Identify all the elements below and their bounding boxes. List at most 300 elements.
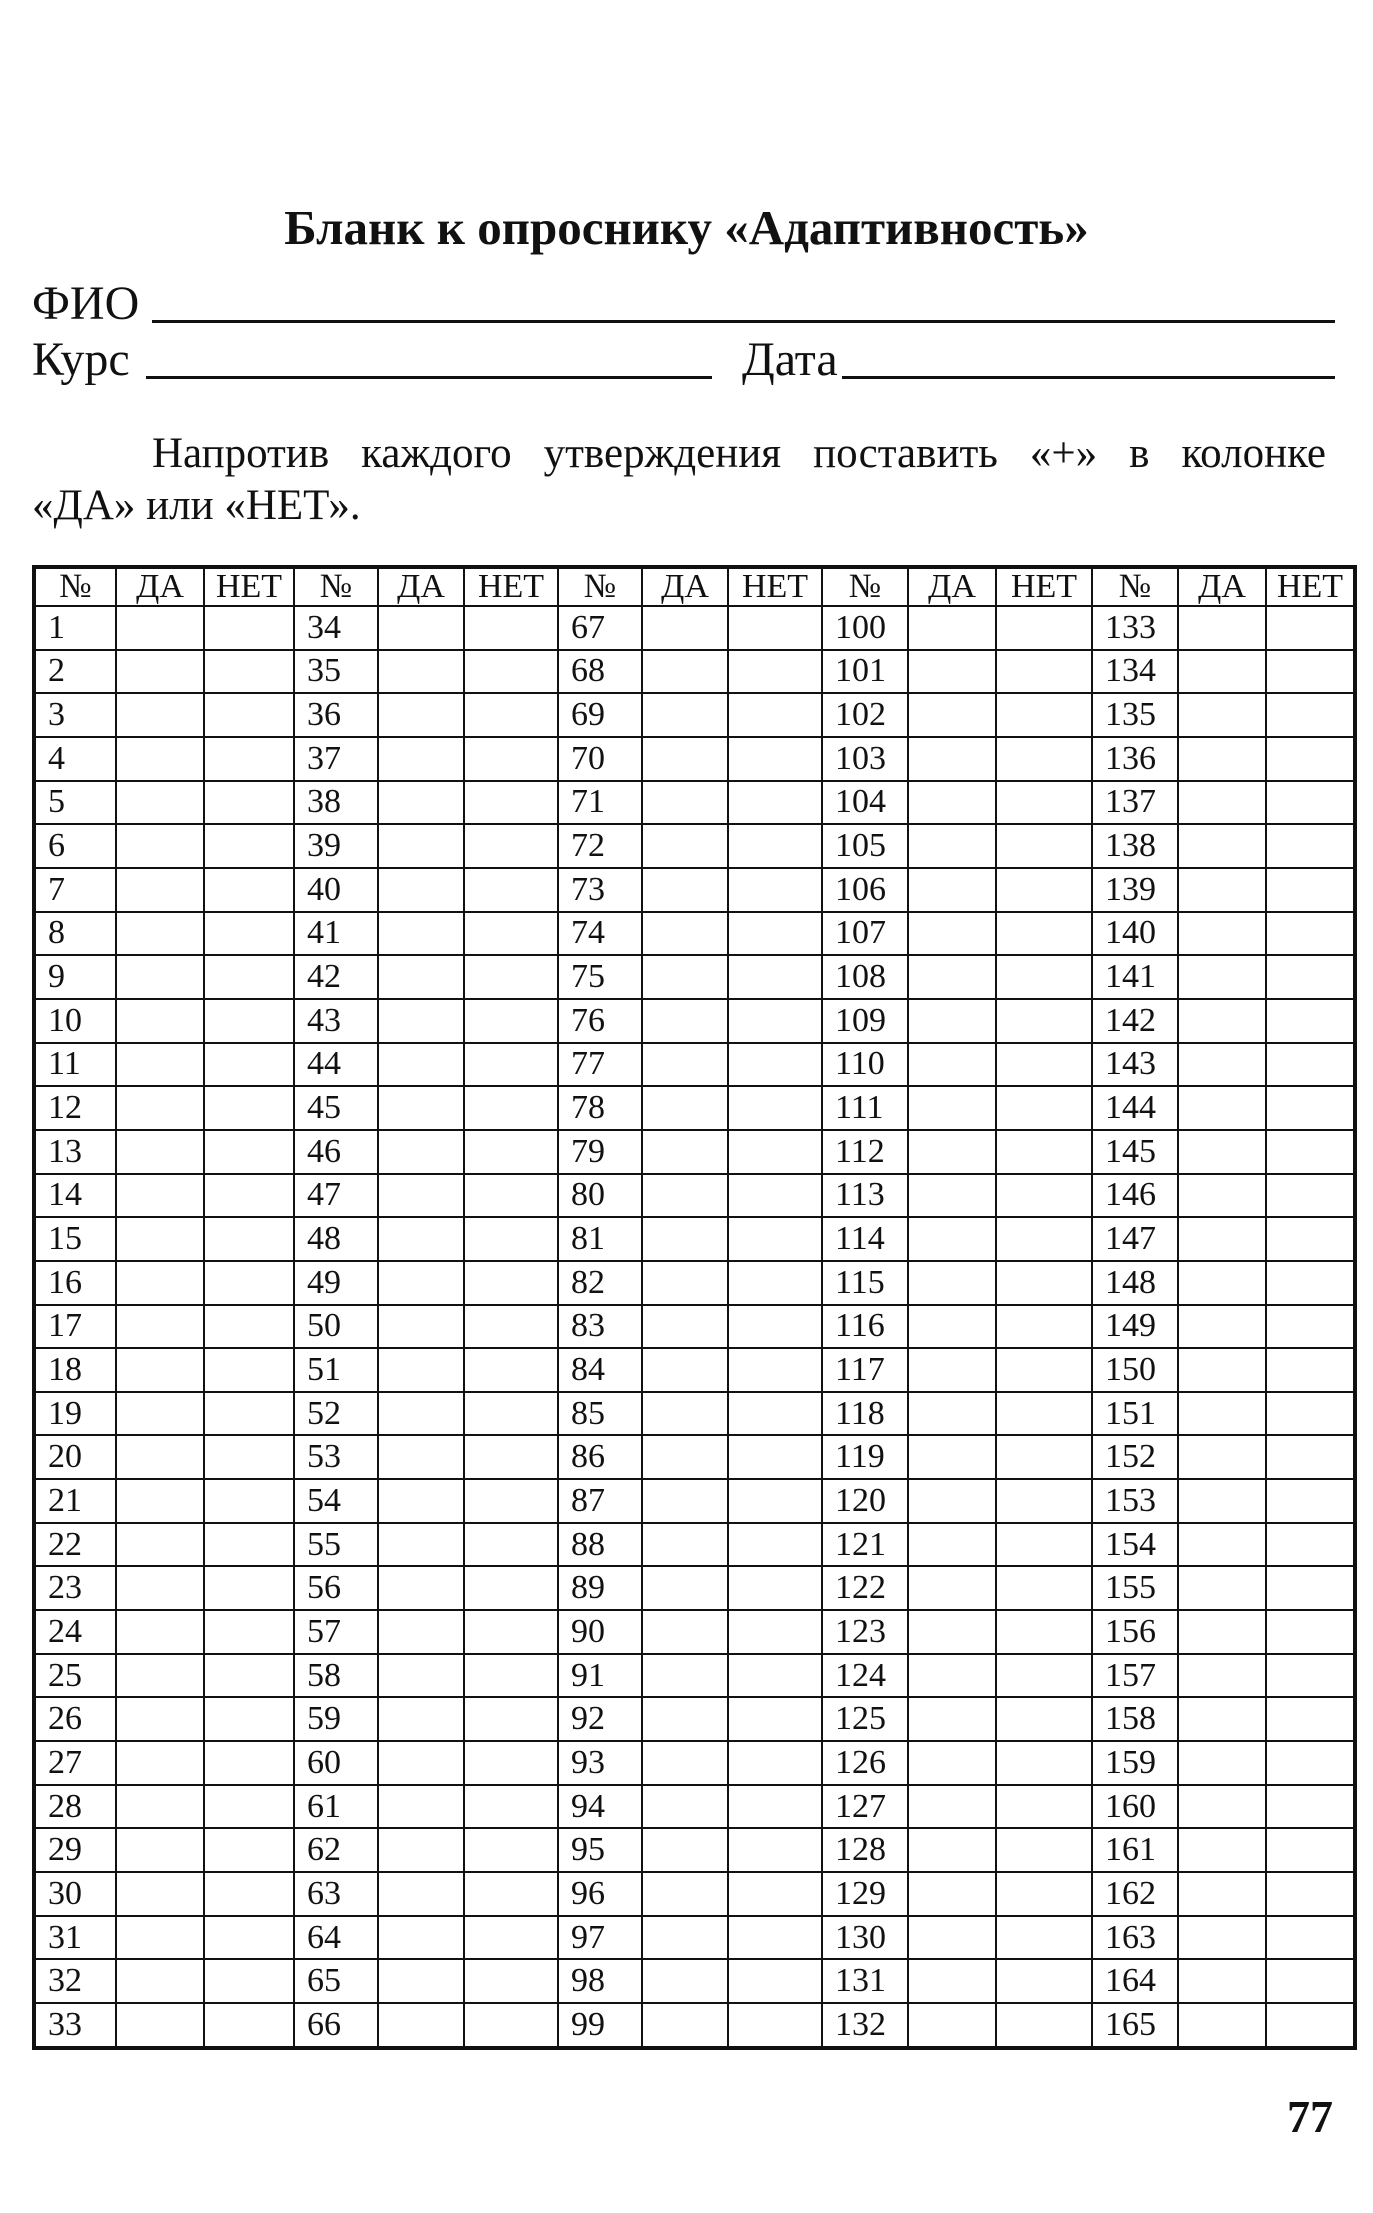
- yes-cell[interactable]: [642, 1130, 728, 1174]
- no-cell[interactable]: [996, 1217, 1092, 1261]
- no-cell[interactable]: [996, 1043, 1092, 1087]
- no-cell[interactable]: [996, 912, 1092, 956]
- no-cell[interactable]: [1266, 1566, 1355, 1610]
- yes-cell[interactable]: [642, 1348, 728, 1392]
- yes-cell[interactable]: [1178, 955, 1266, 999]
- yes-cell[interactable]: [378, 999, 464, 1043]
- no-cell[interactable]: [996, 1566, 1092, 1610]
- no-cell[interactable]: [1266, 1305, 1355, 1349]
- yes-cell[interactable]: [908, 1479, 996, 1523]
- yes-cell[interactable]: [642, 1217, 728, 1261]
- yes-cell[interactable]: [378, 1435, 464, 1479]
- no-cell[interactable]: [996, 2003, 1092, 2048]
- yes-cell[interactable]: [908, 1086, 996, 1130]
- no-cell[interactable]: [728, 1305, 822, 1349]
- no-cell[interactable]: [996, 1174, 1092, 1218]
- yes-cell[interactable]: [116, 1174, 204, 1218]
- no-cell[interactable]: [464, 737, 558, 781]
- yes-cell[interactable]: [116, 693, 204, 737]
- no-cell[interactable]: [996, 1435, 1092, 1479]
- yes-cell[interactable]: [116, 1872, 204, 1916]
- no-cell[interactable]: [1266, 1217, 1355, 1261]
- no-cell[interactable]: [204, 1479, 294, 1523]
- no-cell[interactable]: [204, 1392, 294, 1436]
- no-cell[interactable]: [996, 868, 1092, 912]
- no-cell[interactable]: [728, 650, 822, 694]
- no-cell[interactable]: [1266, 1654, 1355, 1698]
- no-cell[interactable]: [204, 999, 294, 1043]
- no-cell[interactable]: [464, 912, 558, 956]
- yes-cell[interactable]: [378, 955, 464, 999]
- no-cell[interactable]: [204, 1654, 294, 1698]
- yes-cell[interactable]: [378, 1261, 464, 1305]
- yes-cell[interactable]: [378, 1785, 464, 1829]
- no-cell[interactable]: [728, 1392, 822, 1436]
- yes-cell[interactable]: [378, 1130, 464, 1174]
- no-cell[interactable]: [464, 1872, 558, 1916]
- no-cell[interactable]: [728, 737, 822, 781]
- no-cell[interactable]: [728, 693, 822, 737]
- yes-cell[interactable]: [378, 1392, 464, 1436]
- no-cell[interactable]: [996, 1785, 1092, 1829]
- no-cell[interactable]: [1266, 1959, 1355, 2003]
- yes-cell[interactable]: [378, 1872, 464, 1916]
- yes-cell[interactable]: [642, 1392, 728, 1436]
- no-cell[interactable]: [204, 955, 294, 999]
- yes-cell[interactable]: [1178, 1435, 1266, 1479]
- no-cell[interactable]: [204, 1435, 294, 1479]
- no-cell[interactable]: [996, 999, 1092, 1043]
- no-cell[interactable]: [996, 1741, 1092, 1785]
- yes-cell[interactable]: [1178, 1741, 1266, 1785]
- no-cell[interactable]: [1266, 606, 1355, 650]
- course-line[interactable]: [146, 376, 712, 379]
- yes-cell[interactable]: [116, 1435, 204, 1479]
- yes-cell[interactable]: [116, 1043, 204, 1087]
- yes-cell[interactable]: [642, 650, 728, 694]
- no-cell[interactable]: [1266, 1043, 1355, 1087]
- no-cell[interactable]: [996, 1872, 1092, 1916]
- yes-cell[interactable]: [116, 1086, 204, 1130]
- yes-cell[interactable]: [908, 1785, 996, 1829]
- no-cell[interactable]: [728, 955, 822, 999]
- yes-cell[interactable]: [116, 868, 204, 912]
- yes-cell[interactable]: [642, 824, 728, 868]
- no-cell[interactable]: [464, 2003, 558, 2048]
- yes-cell[interactable]: [378, 737, 464, 781]
- yes-cell[interactable]: [642, 693, 728, 737]
- no-cell[interactable]: [996, 737, 1092, 781]
- yes-cell[interactable]: [116, 2003, 204, 2048]
- yes-cell[interactable]: [116, 650, 204, 694]
- no-cell[interactable]: [1266, 1697, 1355, 1741]
- yes-cell[interactable]: [1178, 999, 1266, 1043]
- no-cell[interactable]: [996, 1610, 1092, 1654]
- yes-cell[interactable]: [642, 737, 728, 781]
- no-cell[interactable]: [996, 606, 1092, 650]
- no-cell[interactable]: [464, 1479, 558, 1523]
- no-cell[interactable]: [204, 1959, 294, 2003]
- yes-cell[interactable]: [642, 1305, 728, 1349]
- no-cell[interactable]: [464, 999, 558, 1043]
- no-cell[interactable]: [204, 781, 294, 825]
- yes-cell[interactable]: [116, 737, 204, 781]
- no-cell[interactable]: [1266, 1523, 1355, 1567]
- yes-cell[interactable]: [116, 1566, 204, 1610]
- no-cell[interactable]: [464, 650, 558, 694]
- yes-cell[interactable]: [1178, 1479, 1266, 1523]
- yes-cell[interactable]: [378, 781, 464, 825]
- no-cell[interactable]: [1266, 1479, 1355, 1523]
- no-cell[interactable]: [1266, 1741, 1355, 1785]
- no-cell[interactable]: [996, 781, 1092, 825]
- no-cell[interactable]: [464, 1697, 558, 1741]
- yes-cell[interactable]: [642, 1785, 728, 1829]
- no-cell[interactable]: [1266, 1174, 1355, 1218]
- yes-cell[interactable]: [378, 693, 464, 737]
- yes-cell[interactable]: [908, 1217, 996, 1261]
- yes-cell[interactable]: [642, 1086, 728, 1130]
- no-cell[interactable]: [728, 1959, 822, 2003]
- yes-cell[interactable]: [642, 1174, 728, 1218]
- no-cell[interactable]: [996, 1654, 1092, 1698]
- yes-cell[interactable]: [908, 781, 996, 825]
- no-cell[interactable]: [996, 1523, 1092, 1567]
- no-cell[interactable]: [464, 868, 558, 912]
- no-cell[interactable]: [996, 1130, 1092, 1174]
- no-cell[interactable]: [1266, 955, 1355, 999]
- yes-cell[interactable]: [642, 1566, 728, 1610]
- yes-cell[interactable]: [642, 955, 728, 999]
- no-cell[interactable]: [1266, 868, 1355, 912]
- yes-cell[interactable]: [378, 1523, 464, 1567]
- no-cell[interactable]: [728, 1523, 822, 1567]
- no-cell[interactable]: [204, 693, 294, 737]
- no-cell[interactable]: [1266, 1086, 1355, 1130]
- no-cell[interactable]: [728, 1261, 822, 1305]
- yes-cell[interactable]: [378, 1654, 464, 1698]
- no-cell[interactable]: [1266, 1348, 1355, 1392]
- yes-cell[interactable]: [378, 1828, 464, 1872]
- yes-cell[interactable]: [116, 1916, 204, 1960]
- no-cell[interactable]: [1266, 1435, 1355, 1479]
- no-cell[interactable]: [204, 1261, 294, 1305]
- no-cell[interactable]: [996, 1392, 1092, 1436]
- no-cell[interactable]: [728, 781, 822, 825]
- yes-cell[interactable]: [908, 1610, 996, 1654]
- no-cell[interactable]: [1266, 1392, 1355, 1436]
- no-cell[interactable]: [204, 1916, 294, 1960]
- no-cell[interactable]: [996, 1348, 1092, 1392]
- no-cell[interactable]: [204, 1348, 294, 1392]
- no-cell[interactable]: [728, 1130, 822, 1174]
- yes-cell[interactable]: [116, 1479, 204, 1523]
- no-cell[interactable]: [464, 1130, 558, 1174]
- yes-cell[interactable]: [116, 955, 204, 999]
- yes-cell[interactable]: [116, 1654, 204, 1698]
- yes-cell[interactable]: [908, 1741, 996, 1785]
- no-cell[interactable]: [464, 1086, 558, 1130]
- yes-cell[interactable]: [1178, 1654, 1266, 1698]
- yes-cell[interactable]: [908, 1261, 996, 1305]
- no-cell[interactable]: [1266, 1828, 1355, 1872]
- yes-cell[interactable]: [1178, 1828, 1266, 1872]
- yes-cell[interactable]: [116, 781, 204, 825]
- no-cell[interactable]: [204, 1566, 294, 1610]
- no-cell[interactable]: [464, 693, 558, 737]
- yes-cell[interactable]: [908, 1872, 996, 1916]
- fio-line[interactable]: [152, 320, 1335, 323]
- no-cell[interactable]: [1266, 693, 1355, 737]
- no-cell[interactable]: [996, 650, 1092, 694]
- no-cell[interactable]: [464, 1043, 558, 1087]
- no-cell[interactable]: [204, 868, 294, 912]
- no-cell[interactable]: [204, 1872, 294, 1916]
- no-cell[interactable]: [204, 1217, 294, 1261]
- no-cell[interactable]: [728, 1435, 822, 1479]
- yes-cell[interactable]: [1178, 1130, 1266, 1174]
- no-cell[interactable]: [996, 1086, 1092, 1130]
- yes-cell[interactable]: [642, 912, 728, 956]
- no-cell[interactable]: [728, 1916, 822, 1960]
- no-cell[interactable]: [464, 1217, 558, 1261]
- yes-cell[interactable]: [1178, 2003, 1266, 2048]
- no-cell[interactable]: [204, 1828, 294, 1872]
- yes-cell[interactable]: [908, 1566, 996, 1610]
- no-cell[interactable]: [204, 824, 294, 868]
- no-cell[interactable]: [728, 1479, 822, 1523]
- yes-cell[interactable]: [378, 868, 464, 912]
- yes-cell[interactable]: [1178, 1086, 1266, 1130]
- yes-cell[interactable]: [378, 2003, 464, 2048]
- yes-cell[interactable]: [642, 1697, 728, 1741]
- yes-cell[interactable]: [116, 1130, 204, 1174]
- no-cell[interactable]: [728, 1697, 822, 1741]
- yes-cell[interactable]: [642, 1916, 728, 1960]
- yes-cell[interactable]: [1178, 824, 1266, 868]
- yes-cell[interactable]: [1178, 1392, 1266, 1436]
- yes-cell[interactable]: [1178, 1043, 1266, 1087]
- yes-cell[interactable]: [116, 1348, 204, 1392]
- no-cell[interactable]: [1266, 1785, 1355, 1829]
- yes-cell[interactable]: [116, 1523, 204, 1567]
- no-cell[interactable]: [464, 606, 558, 650]
- yes-cell[interactable]: [116, 1261, 204, 1305]
- no-cell[interactable]: [204, 1697, 294, 1741]
- no-cell[interactable]: [464, 1916, 558, 1960]
- yes-cell[interactable]: [378, 1916, 464, 1960]
- yes-cell[interactable]: [378, 1479, 464, 1523]
- yes-cell[interactable]: [1178, 693, 1266, 737]
- no-cell[interactable]: [464, 955, 558, 999]
- yes-cell[interactable]: [378, 1174, 464, 1218]
- yes-cell[interactable]: [908, 2003, 996, 2048]
- yes-cell[interactable]: [1178, 1872, 1266, 1916]
- yes-cell[interactable]: [378, 912, 464, 956]
- yes-cell[interactable]: [378, 1959, 464, 2003]
- no-cell[interactable]: [728, 1741, 822, 1785]
- no-cell[interactable]: [204, 1086, 294, 1130]
- no-cell[interactable]: [204, 1610, 294, 1654]
- yes-cell[interactable]: [116, 824, 204, 868]
- no-cell[interactable]: [1266, 912, 1355, 956]
- yes-cell[interactable]: [116, 1959, 204, 2003]
- no-cell[interactable]: [464, 1566, 558, 1610]
- yes-cell[interactable]: [642, 1479, 728, 1523]
- no-cell[interactable]: [996, 693, 1092, 737]
- no-cell[interactable]: [728, 1086, 822, 1130]
- yes-cell[interactable]: [908, 737, 996, 781]
- no-cell[interactable]: [1266, 2003, 1355, 2048]
- no-cell[interactable]: [204, 650, 294, 694]
- no-cell[interactable]: [204, 1785, 294, 1829]
- yes-cell[interactable]: [908, 1392, 996, 1436]
- no-cell[interactable]: [1266, 824, 1355, 868]
- yes-cell[interactable]: [642, 868, 728, 912]
- no-cell[interactable]: [728, 1348, 822, 1392]
- no-cell[interactable]: [728, 2003, 822, 2048]
- no-cell[interactable]: [1266, 999, 1355, 1043]
- yes-cell[interactable]: [642, 1872, 728, 1916]
- no-cell[interactable]: [728, 999, 822, 1043]
- yes-cell[interactable]: [642, 606, 728, 650]
- yes-cell[interactable]: [1178, 1697, 1266, 1741]
- yes-cell[interactable]: [908, 1916, 996, 1960]
- no-cell[interactable]: [464, 1741, 558, 1785]
- no-cell[interactable]: [728, 606, 822, 650]
- no-cell[interactable]: [728, 912, 822, 956]
- yes-cell[interactable]: [642, 781, 728, 825]
- yes-cell[interactable]: [642, 1523, 728, 1567]
- no-cell[interactable]: [1266, 1872, 1355, 1916]
- yes-cell[interactable]: [378, 1610, 464, 1654]
- no-cell[interactable]: [996, 1828, 1092, 1872]
- no-cell[interactable]: [204, 2003, 294, 2048]
- no-cell[interactable]: [464, 1785, 558, 1829]
- yes-cell[interactable]: [642, 1043, 728, 1087]
- yes-cell[interactable]: [908, 1130, 996, 1174]
- no-cell[interactable]: [464, 781, 558, 825]
- date-line[interactable]: [842, 376, 1335, 379]
- yes-cell[interactable]: [116, 1697, 204, 1741]
- yes-cell[interactable]: [908, 1305, 996, 1349]
- yes-cell[interactable]: [1178, 1305, 1266, 1349]
- no-cell[interactable]: [996, 1305, 1092, 1349]
- no-cell[interactable]: [728, 1610, 822, 1654]
- yes-cell[interactable]: [116, 1828, 204, 1872]
- no-cell[interactable]: [204, 1741, 294, 1785]
- yes-cell[interactable]: [116, 1785, 204, 1829]
- no-cell[interactable]: [996, 1916, 1092, 1960]
- yes-cell[interactable]: [378, 1348, 464, 1392]
- no-cell[interactable]: [204, 912, 294, 956]
- yes-cell[interactable]: [642, 1435, 728, 1479]
- yes-cell[interactable]: [378, 1741, 464, 1785]
- no-cell[interactable]: [464, 1174, 558, 1218]
- yes-cell[interactable]: [908, 999, 996, 1043]
- yes-cell[interactable]: [1178, 1785, 1266, 1829]
- no-cell[interactable]: [728, 1217, 822, 1261]
- no-cell[interactable]: [204, 1305, 294, 1349]
- no-cell[interactable]: [464, 824, 558, 868]
- yes-cell[interactable]: [1178, 737, 1266, 781]
- no-cell[interactable]: [728, 1654, 822, 1698]
- yes-cell[interactable]: [908, 955, 996, 999]
- no-cell[interactable]: [996, 955, 1092, 999]
- no-cell[interactable]: [464, 1261, 558, 1305]
- no-cell[interactable]: [728, 868, 822, 912]
- yes-cell[interactable]: [908, 1174, 996, 1218]
- no-cell[interactable]: [464, 1435, 558, 1479]
- no-cell[interactable]: [464, 1523, 558, 1567]
- yes-cell[interactable]: [378, 1086, 464, 1130]
- no-cell[interactable]: [1266, 781, 1355, 825]
- yes-cell[interactable]: [116, 1305, 204, 1349]
- yes-cell[interactable]: [378, 1566, 464, 1610]
- yes-cell[interactable]: [908, 868, 996, 912]
- yes-cell[interactable]: [1178, 1959, 1266, 2003]
- yes-cell[interactable]: [1178, 1217, 1266, 1261]
- yes-cell[interactable]: [642, 1654, 728, 1698]
- yes-cell[interactable]: [642, 1828, 728, 1872]
- no-cell[interactable]: [204, 1523, 294, 1567]
- yes-cell[interactable]: [908, 1654, 996, 1698]
- yes-cell[interactable]: [908, 912, 996, 956]
- yes-cell[interactable]: [1178, 1523, 1266, 1567]
- no-cell[interactable]: [996, 1959, 1092, 2003]
- no-cell[interactable]: [996, 1479, 1092, 1523]
- yes-cell[interactable]: [908, 1523, 996, 1567]
- yes-cell[interactable]: [378, 1697, 464, 1741]
- yes-cell[interactable]: [908, 650, 996, 694]
- no-cell[interactable]: [728, 1043, 822, 1087]
- yes-cell[interactable]: [378, 1217, 464, 1261]
- yes-cell[interactable]: [642, 1741, 728, 1785]
- yes-cell[interactable]: [378, 824, 464, 868]
- no-cell[interactable]: [996, 1697, 1092, 1741]
- no-cell[interactable]: [204, 1043, 294, 1087]
- yes-cell[interactable]: [116, 1217, 204, 1261]
- no-cell[interactable]: [204, 1130, 294, 1174]
- yes-cell[interactable]: [908, 1697, 996, 1741]
- yes-cell[interactable]: [116, 999, 204, 1043]
- yes-cell[interactable]: [1178, 1916, 1266, 1960]
- no-cell[interactable]: [728, 1566, 822, 1610]
- no-cell[interactable]: [1266, 650, 1355, 694]
- yes-cell[interactable]: [378, 1305, 464, 1349]
- yes-cell[interactable]: [908, 1348, 996, 1392]
- yes-cell[interactable]: [116, 912, 204, 956]
- yes-cell[interactable]: [908, 824, 996, 868]
- no-cell[interactable]: [1266, 737, 1355, 781]
- no-cell[interactable]: [728, 1174, 822, 1218]
- no-cell[interactable]: [1266, 1130, 1355, 1174]
- no-cell[interactable]: [204, 737, 294, 781]
- yes-cell[interactable]: [642, 1610, 728, 1654]
- yes-cell[interactable]: [1178, 1174, 1266, 1218]
- yes-cell[interactable]: [642, 1959, 728, 2003]
- yes-cell[interactable]: [1178, 1610, 1266, 1654]
- yes-cell[interactable]: [378, 650, 464, 694]
- no-cell[interactable]: [204, 1174, 294, 1218]
- yes-cell[interactable]: [642, 1261, 728, 1305]
- yes-cell[interactable]: [908, 693, 996, 737]
- yes-cell[interactable]: [642, 999, 728, 1043]
- yes-cell[interactable]: [1178, 868, 1266, 912]
- no-cell[interactable]: [464, 1959, 558, 2003]
- no-cell[interactable]: [728, 1828, 822, 1872]
- yes-cell[interactable]: [908, 1959, 996, 2003]
